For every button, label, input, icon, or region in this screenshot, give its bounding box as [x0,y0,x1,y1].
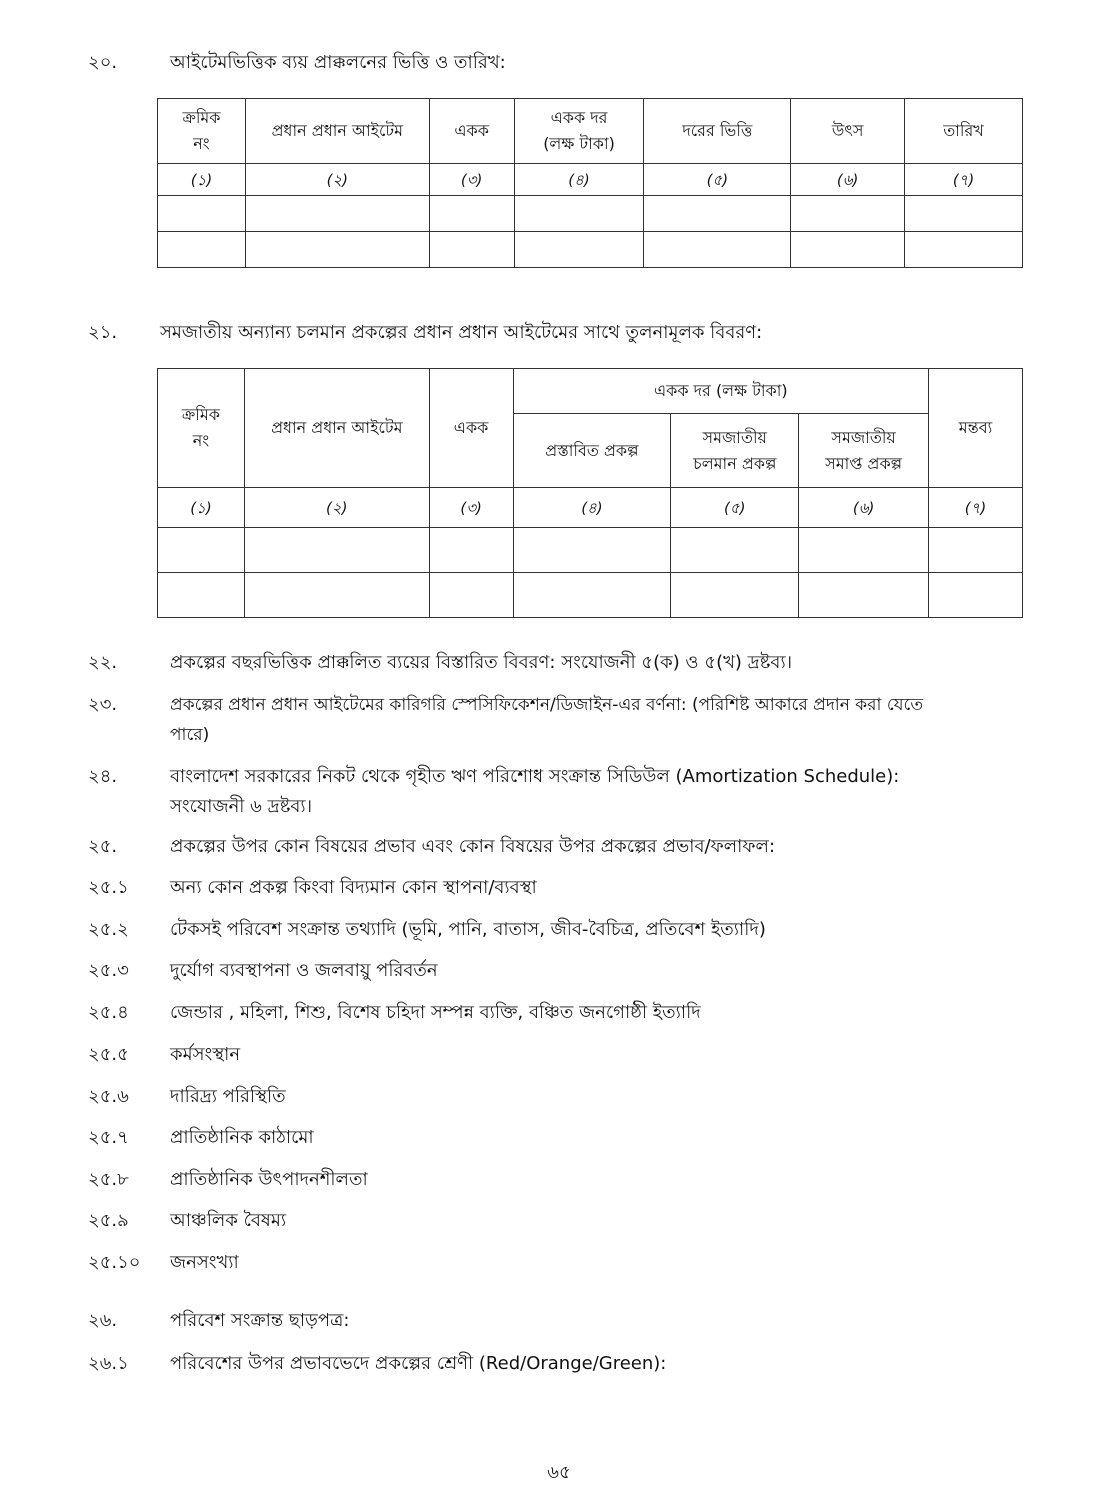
empty-cell [429,573,513,618]
empty-cell [514,196,644,232]
empty-cell [671,573,799,618]
column-number-row [158,488,1023,528]
empty-cell [799,573,929,618]
item-text: পরিবেশ সংক্রান্ত ছাড়পত্র: [170,1310,350,1331]
item-cost-basis-table [157,98,1023,268]
item-text: প্রাতিষ্ঠানিক কাঠামো [170,1127,314,1148]
header-unit: একক [429,99,514,164]
item-number: ২৫.১০ [88,1252,141,1273]
col-number: (১) [158,488,245,528]
header-rate-basis: দরের ভিত্তি [644,99,791,164]
item-number: ২৫.৩ [88,960,129,981]
empty-cell [791,232,905,268]
header-item: প্রধান প্রধান আইটেম [244,369,429,488]
empty-cell [644,196,791,232]
empty-cell [158,528,245,573]
item-number: ২৫.২ [88,919,129,940]
item-number: ২৬. [88,1310,118,1331]
item-text: দারিদ্র্য পরিস্থিতি [170,1086,286,1107]
header-serial: ক্রমিক নং [158,369,245,488]
item-text: দুর্যোগ ব্যবস্থাপনা ও জলবায়ু পরিবর্তন [170,960,438,981]
empty-cell [513,573,671,618]
item-number: ২৬.১ [88,1353,129,1374]
item-text: কর্মসংস্থান [170,1044,241,1065]
col-number: (৩) [429,164,514,196]
empty-cell [244,528,429,573]
empty-cell [671,528,799,573]
empty-cell [158,196,246,232]
empty-cell [644,232,791,268]
item-text: জনসংখ্যা [170,1252,239,1273]
item-number: ২৫.১ [88,877,129,898]
empty-cell [514,232,644,268]
col-number: (৩) [429,488,513,528]
empty-cell [429,232,514,268]
empty-cell [905,196,1023,232]
item-text: প্রকল্পের বছরভিত্তিক প্রাক্কলিত ব্যয়ের বিস্তারিত বিবরণ: সংযোজনী ৫(ক) ও ৫(খ) দ্রষ্টব্য। [170,652,793,673]
header-similar-ongoing: সমজাতীয় চলমান প্রকল্প [671,414,799,488]
item-text: টেকসই পরিবেশ সংক্রান্ত তথ্যাদি (ভূমি, পানি, বাতাস, জীব-বৈচিত্র, প্রতিবেশ ইত্যাদি) [170,919,766,940]
item-text: জেন্ডার , মহিলা, শিশু, বিশেষ চহিদা সম্পন্ন ব্যক্তি, বঞ্চিত জনগোষ্ঠী ইত্যাদি [170,1002,701,1023]
item-number: ২৫.৬ [88,1086,129,1107]
empty-cell [429,196,514,232]
item-number: ২৫.৫ [88,1044,129,1065]
column-number-row [158,164,1023,196]
item-text: প্রকল্পের প্রধান প্রধান আইটেমের কারিগরি স্পেসিফিকেশন/ডিজাইন-এর বর্ণনা: (পরিশিষ্ট আকারে প্রদান করা যেতে পারে) [170,695,924,745]
item-number: ২৩. [88,694,118,715]
table-header-row [158,369,1023,414]
empty-cell [158,573,245,618]
col-number: (৪) [513,488,671,528]
col-number: (২) [245,164,429,196]
table-row [158,573,1023,618]
item-number: ২৫.৭ [88,1127,129,1148]
empty-cell [513,528,671,573]
header-similar-completed: সমজাতীয় সমাপ্ত প্রকল্প [799,414,929,488]
col-number: (৭) [929,488,1023,528]
col-number: (৫) [671,488,799,528]
table-row [158,232,1023,268]
empty-cell [799,528,929,573]
item-text: বাংলাদেশ সরকারের নিকট থেকে গৃহীত ঋণ পরিশোধ সংক্রান্ত সিডিউল (Amortization Schedule): সংযোজনী ৬ দ্রষ্টব্য। [170,766,900,817]
comparative-items-table [157,368,1023,618]
col-number: (১) [158,164,246,196]
item-number: ২৫. [88,836,118,857]
table-row [158,196,1023,232]
section-number: ২০. [88,52,118,73]
header-unit: একক [429,369,513,488]
item-text: অন্য কোন প্রকল্প কিংবা বিদ্যমান কোন স্থাপনা/ব্যবস্থা [170,877,537,898]
header-date: তারিখ [905,99,1023,164]
empty-cell [245,196,429,232]
empty-cell [929,573,1023,618]
header-item: প্রধান প্রধান আইটেম [245,99,429,164]
col-number: (২) [244,488,429,528]
section-title: আইটেমভিত্তিক ব্যয় প্রাক্কলনের ভিত্তি ও তারিখ: [170,52,506,73]
empty-cell [244,573,429,618]
header-source: উৎস [791,99,905,164]
item-number: ২৫.৪ [88,1002,129,1023]
empty-cell [929,528,1023,573]
header-remarks: মন্তব্য [929,369,1023,488]
empty-cell [791,196,905,232]
item-text: প্রাতিষ্ঠানিক উৎপাদনশীলতা [170,1169,368,1190]
col-number: (৫) [644,164,791,196]
empty-cell [158,232,246,268]
page-number: ৬৫ [547,1462,571,1483]
empty-cell [429,528,513,573]
header-proposed-project: প্রস্তাবিত প্রকল্প [513,414,671,488]
header-serial: ক্রমিক নং [158,99,246,164]
item-text: পরিবেশের উপর প্রভাবভেদে প্রকল্পের শ্রেণী (Red/Orange/Green): [170,1353,667,1374]
item-number: ২২. [88,652,118,673]
header-unit-rate-group: একক দর (লক্ষ টাকা) [513,369,929,414]
item-number: ২৫.৮ [88,1169,129,1190]
section-title: সমজাতীয় অন্যান্য চলমান প্রকল্পের প্রধান প্রধান আইটেমের সাথে তুলনামূলক বিবরণ: [160,322,763,343]
col-number: (৬) [791,164,905,196]
header-unit-rate: একক দর (লক্ষ টাকা) [514,99,644,164]
col-number: (৪) [514,164,644,196]
empty-cell [905,232,1023,268]
section-number: ২১. [88,322,118,343]
empty-cell [245,232,429,268]
item-text: আঞ্চলিক বৈষম্য [170,1210,287,1231]
item-number: ২৫.৯ [88,1210,129,1231]
col-number: (৭) [905,164,1023,196]
col-number: (৬) [799,488,929,528]
table-header-row [158,99,1023,164]
table-row [158,528,1023,573]
item-number: ২৪. [88,766,118,787]
item-text: প্রকল্পের উপর কোন বিষয়ের প্রভাব এবং কোন বিষয়ের উপর প্রকল্পের প্রভাব/ফলাফল: [170,836,776,857]
